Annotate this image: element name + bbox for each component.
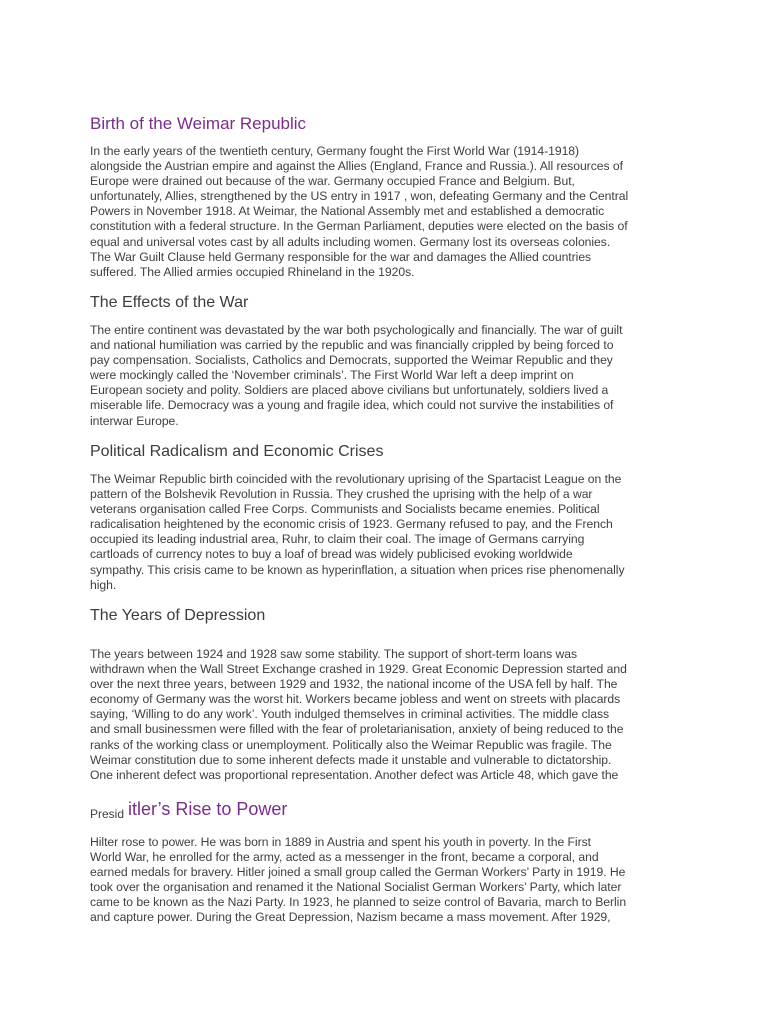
text-line: cartloads of currency notes to buy a loaf of bread was widely publicised evoking worldwide <box>90 547 573 562</box>
text-line: Powers in November 1918. At Weimar, the National Assembly met and established a democratic <box>90 204 605 219</box>
text-line: withdrawn when the Wall Street Exchange crashed in 1929. Great Economic Depression started and <box>90 662 627 677</box>
text-line: Hilter rose to power. He was born in 1889 in Austria and spent his youth in poverty. In the First <box>90 835 591 849</box>
text-line: ranks of the working class or unemployment. Politically also the Weimar Republic was fragile. The <box>90 737 612 752</box>
text-line: veterans organisation called Free Corps. Communists and Socialists became enemies. Political <box>90 502 600 517</box>
text-line: over the next three years, between 1929 and 1932, the national income of the USA fell by half. The <box>90 677 618 692</box>
heading-effects-of-war: The Effects of the War <box>90 294 249 311</box>
text-line: interwar Europe. <box>90 413 179 428</box>
text-line: European society and polity. Soldiers are placed above civilians but unfortunately, soldiers lived a <box>90 383 609 398</box>
heading-hitlers-rise: itler’s Rise to Power <box>128 799 288 819</box>
text-line: World War, he enrolled for the army, acted as a messenger in the front, became a corporal, and <box>90 850 599 865</box>
overlap-heading-row <box>90 799 690 825</box>
text-line: constitution with a federal structure. In the German Parliament, deputies were elected on the basis of <box>90 219 628 234</box>
paragraph-effects-of-war <box>90 323 690 429</box>
paragraph-years-of-depression <box>90 647 690 783</box>
text-line: equal and universal votes cast by all adults including women. Germany lost its overseas colonies. <box>90 234 611 249</box>
text-line: occupied its leading industrial area, Ruhr, to claim their coal. The image of Germans carrying <box>90 532 585 547</box>
text-line: Europe were drained out because of the war. Germany occupied France and Belgium. But, <box>90 174 575 189</box>
text-fragment: Presid <box>90 807 125 821</box>
text-line: and capture power. During the Great Depression, Nazism became a mass movement. After 1929, <box>90 910 611 925</box>
text-line: The War Guilt Clause held Germany responsible for the war and damages the Allied countries <box>90 249 592 264</box>
text-line: sympathy. This crisis came to be known as hyperinflation, a situation when prices rise phenomenally <box>90 562 625 577</box>
text-line: One inherent defect was proportional representation. Another defect was Article 48, which gave the <box>90 767 619 782</box>
heading-political-radicalism: Political Radicalism and Economic Crises <box>90 443 384 460</box>
text-line: took over the organisation and renamed it the National Socialist German Workers’ Party, which later <box>90 880 622 895</box>
text-line: earned medals for bravery. Hitler joined a small group called the German Workers’ Party in 1919. He <box>90 865 626 880</box>
text-line: and small businessmen were filled with the fear of proletarianisation, anxiety of being reduced to the <box>90 722 624 737</box>
text-line: unfortunately, Allies, strengthened by the US entry in 1917 , won, defeating Germany and the Central <box>90 189 629 204</box>
text-line: high. <box>90 577 117 592</box>
text-line: and national humiliation was carried by the republic and was financially crippled by being forced to <box>90 338 614 353</box>
text-line: suffered. The Allied armies occupied Rhineland in the 1920s. <box>90 264 415 279</box>
text-line: radicalisation heightened by the economic crisis of 1923. Germany refused to pay, and the French <box>90 517 613 532</box>
text-line: came to be known as the Nazi Party. In 1923, he planned to seize control of Bavaria, march to Berlin <box>90 895 627 910</box>
heading-birth-weimar: Birth of the Weimar Republic <box>90 114 307 133</box>
text-line: alongside the Austrian empire and against the Allies (England, France and Russia.). All resources of <box>90 159 623 174</box>
text-line: Weimar constitution due to some inherent defects made it unstable and vulnerable to dictatorship. <box>90 752 612 767</box>
heading-years-of-depression: The Years of Depression <box>90 607 266 624</box>
text-line: In the early years of the twentieth century, Germany fought the First World War (1914-1918) <box>90 144 580 158</box>
text-line: pay compensation. Socialists, Catholics and Democrats, supported the Weimar Republic and they <box>90 353 613 368</box>
text-line: saying, ‘Willing to do any work’. Youth indulged themselves in criminal activities. The middle class <box>90 707 610 722</box>
paragraph-birth-weimar <box>90 144 690 280</box>
text-line: were mockingly called the ‘November criminals’. The First World War left a deep imprint on <box>90 368 574 383</box>
text-line: The years between 1924 and 1928 saw some stability. The support of short-term loans was <box>90 647 578 661</box>
text-line: pattern of the Bolshevik Revolution in Russia. They crushed the uprising with the help of a war <box>90 487 593 502</box>
text-line: miserable life. Democracy was a young and fragile idea, which could not survive the instabilities of <box>90 398 614 413</box>
text-line: The Weimar Republic birth coincided with the revolutionary uprising of the Spartacist League on the <box>90 472 622 486</box>
text-line: The entire continent was devastated by the war both psychologically and financially. The war of guilt <box>90 323 623 337</box>
paragraph-hitlers-rise <box>90 835 690 926</box>
text-line: economy of Germany was the worst hit. Workers became jobless and went on streets with placards <box>90 692 621 707</box>
paragraph-political-radicalism <box>90 472 690 593</box>
